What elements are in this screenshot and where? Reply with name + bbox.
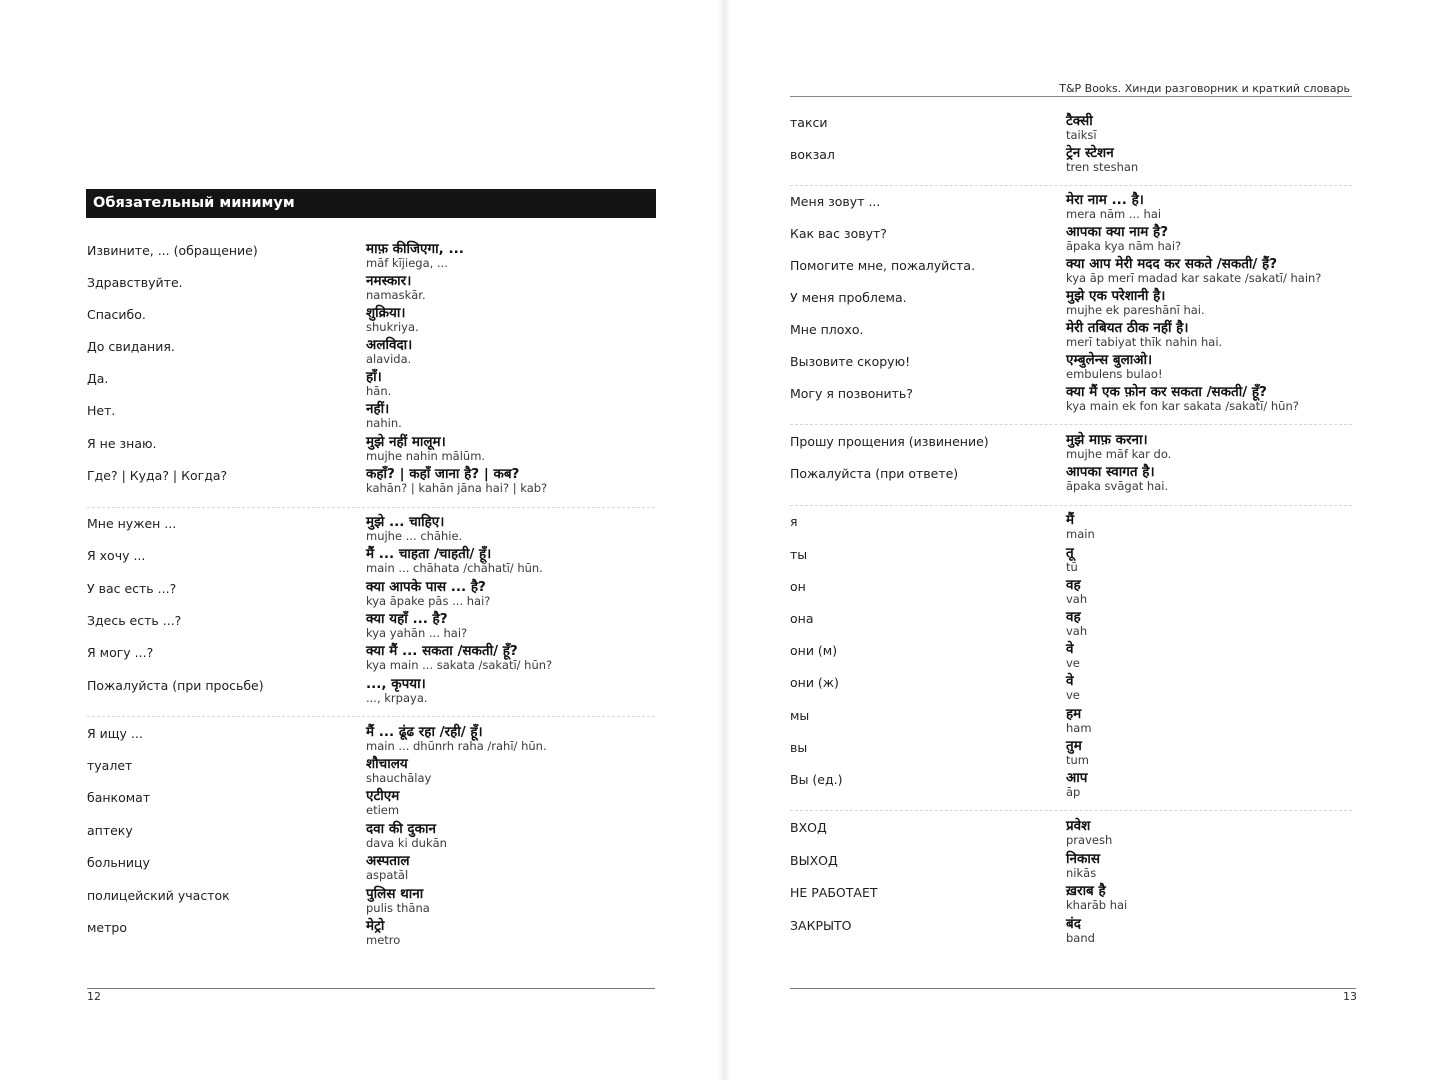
- transliteration: vah: [1066, 624, 1088, 638]
- hindi-phrase: मेरी तबियत ठीक नहीं है।: [1066, 320, 1189, 336]
- transliteration: nikās: [1066, 866, 1097, 880]
- transliteration: namaskār.: [366, 288, 426, 302]
- russian-phrase: У меня проблема.: [790, 290, 907, 305]
- russian-phrase: туалет: [87, 758, 133, 773]
- hindi-phrase: नमस्कार।: [366, 273, 412, 289]
- hindi-phrase: पुलिस थाना: [366, 886, 424, 902]
- phrase-entry: [87, 678, 647, 710]
- transliteration: ve: [1066, 656, 1080, 670]
- russian-phrase: Вызовите скорую!: [790, 354, 911, 369]
- phrase-entry: [790, 772, 1350, 804]
- russian-phrase: метро: [87, 920, 127, 935]
- transliteration: ..., krpaya.: [366, 691, 428, 705]
- phrase-entry: [87, 790, 647, 822]
- transliteration: alavida.: [366, 352, 412, 366]
- transliteration: metro: [366, 933, 401, 947]
- transliteration: mujhe māf kar do.: [1066, 447, 1172, 461]
- hindi-phrase: बंद: [1066, 916, 1081, 932]
- transliteration: kahān? | kahān jāna hai? | kab?: [366, 481, 548, 495]
- phrase-entry: [790, 675, 1350, 707]
- hindi-phrase: वह: [1066, 577, 1081, 593]
- transliteration: band: [1066, 931, 1095, 945]
- transliteration: mujhe ... chāhie.: [366, 529, 463, 543]
- russian-phrase: Мне нужен ...: [87, 516, 177, 531]
- russian-phrase: аптеку: [87, 823, 133, 838]
- group-separator: [790, 424, 1352, 425]
- russian-phrase: Я ищу ...: [87, 726, 143, 741]
- russian-phrase: ты: [790, 547, 808, 562]
- hindi-phrase: मैं: [1066, 512, 1075, 528]
- hindi-phrase: नहीं।: [366, 401, 390, 417]
- phrase-entry: [87, 468, 647, 500]
- transliteration: nahin.: [366, 416, 402, 430]
- transliteration: mujhe ek pareshānī hai.: [1066, 303, 1205, 317]
- russian-phrase: банкомат: [87, 790, 151, 805]
- transliteration: kya main ... sakata /sakatī/ hūn?: [366, 658, 553, 672]
- transliteration: shauchālay: [366, 771, 432, 785]
- hindi-phrase: हम: [1066, 706, 1082, 722]
- hindi-phrase: शौचालय: [366, 756, 408, 772]
- hindi-phrase: तुम: [1066, 738, 1082, 754]
- transliteration: tren steshan: [1066, 160, 1139, 174]
- group-separator: [87, 507, 655, 508]
- footer-rule: [790, 988, 1356, 989]
- phrase-entry: [790, 885, 1350, 917]
- russian-phrase: Помогите мне, пожалуйста.: [790, 258, 976, 273]
- transliteration: mujhe nahin mālūm.: [366, 449, 486, 463]
- transliteration: mera nām ... hai: [1066, 207, 1162, 221]
- transliteration: tū: [1066, 560, 1078, 574]
- russian-phrase: она: [790, 611, 814, 626]
- russian-phrase: он: [790, 579, 806, 594]
- header-rule: [790, 96, 1352, 97]
- footer-rule: [87, 988, 655, 989]
- hindi-phrase: मुझे एक परेशानी है।: [1066, 288, 1166, 304]
- transliteration: tum: [1066, 753, 1089, 767]
- russian-phrase: Вы (ед.): [790, 772, 843, 787]
- phrase-entry: [790, 386, 1350, 418]
- transliteration: merī tabiyat thīk nahin hai.: [1066, 335, 1223, 349]
- hindi-phrase: अलविदा।: [366, 337, 413, 353]
- group-separator: [790, 185, 1352, 186]
- hindi-phrase: वह: [1066, 609, 1081, 625]
- phrase-entry: [87, 920, 647, 952]
- hindi-phrase: आप: [1066, 770, 1088, 786]
- transliteration: aspatāl: [366, 868, 409, 882]
- russian-phrase: Мне плохо.: [790, 322, 864, 337]
- transliteration: māf kījiega, ...: [366, 256, 448, 270]
- russian-phrase: Могу я позвонить?: [790, 386, 913, 401]
- russian-phrase: Где? | Куда? | Когда?: [87, 468, 228, 483]
- hindi-phrase: टैक्सी: [1066, 113, 1093, 129]
- transliteration: kya āpake pās ... hai?: [366, 594, 491, 608]
- russian-phrase: Как вас зовут?: [790, 226, 887, 241]
- phrase-entry: [790, 514, 1350, 546]
- transliteration: āpaka kya nām hai?: [1066, 239, 1182, 253]
- hindi-phrase: वे: [1066, 673, 1074, 689]
- running-header: T&P Books. Хинди разговорник и краткий словарь: [1059, 82, 1350, 95]
- transliteration: taiksī: [1066, 128, 1097, 142]
- group-separator: [790, 810, 1352, 811]
- transliteration: kya yahān ... hai?: [366, 626, 468, 640]
- hindi-phrase: तू: [1066, 545, 1074, 561]
- hindi-phrase: मैं ... ढूंढ रहा /रही/ हूँ।: [366, 724, 483, 740]
- transliteration: main ... dhūnrh raha /rahī/ hūn.: [366, 739, 547, 753]
- hindi-phrase: एटीएम: [366, 788, 400, 804]
- hindi-phrase: क्या आप मेरी मदद कर सकते /सकती/ हैं?: [1066, 256, 1278, 272]
- russian-phrase: Я могу ...?: [87, 645, 154, 660]
- phrase-entry: [87, 403, 647, 435]
- russian-phrase: Я хочу ...: [87, 548, 146, 563]
- russian-phrase: Пожалуйста (при просьбе): [87, 678, 264, 693]
- phrase-entry: [790, 820, 1350, 852]
- transliteration: pravesh: [1066, 833, 1113, 847]
- transliteration: shukriya.: [366, 320, 419, 334]
- russian-phrase: У вас есть ...?: [87, 581, 177, 596]
- phrase-entry: [87, 645, 647, 677]
- hindi-phrase: मेरा नाम ... है।: [1066, 192, 1144, 208]
- russian-phrase: Спасибо.: [87, 307, 146, 322]
- left-page: [0, 0, 723, 1080]
- transliteration: pulis thāna: [366, 901, 430, 915]
- russian-phrase: ВХОД: [790, 820, 827, 835]
- hindi-phrase: आपका स्वागत है।: [1066, 464, 1155, 480]
- hindi-phrase: क्या मैं ... सकता /सकती/ हूँ?: [366, 643, 518, 659]
- group-separator: [790, 505, 1352, 506]
- russian-phrase: вокзал: [790, 147, 835, 162]
- russian-phrase: Я не знаю.: [87, 436, 157, 451]
- transliteration: āp: [1066, 785, 1081, 799]
- hindi-phrase: ट्रेन स्टेशन: [1066, 145, 1114, 161]
- transliteration: etiem: [366, 803, 400, 817]
- hindi-phrase: ..., कृपया।: [366, 676, 426, 692]
- hindi-phrase: माफ़ कीजिएगा, ...: [366, 241, 464, 257]
- transliteration: āpaka svāgat hai.: [1066, 479, 1169, 493]
- phrase-entry: [87, 548, 647, 580]
- hindi-phrase: शुक्रिया।: [366, 305, 406, 321]
- russian-phrase: вы: [790, 740, 808, 755]
- transliteration: ham: [1066, 721, 1092, 735]
- transliteration: main ... chāhata /chāhatī/ hūn.: [366, 561, 543, 575]
- russian-phrase: я: [790, 514, 798, 529]
- phrase-entry: [790, 918, 1350, 950]
- russian-phrase: ВЫХОД: [790, 853, 838, 868]
- russian-phrase: Да.: [87, 371, 109, 386]
- russian-phrase: Пожалуйста (при ответе): [790, 466, 959, 481]
- russian-phrase: Меня зовут ...: [790, 194, 881, 209]
- russian-phrase: они (м): [790, 643, 838, 658]
- transliteration: kharāb hai: [1066, 898, 1128, 912]
- russian-phrase: полицейский участок: [87, 888, 230, 903]
- hindi-phrase: क्या मैं एक फ़ोन कर सकता /सकती/ हूँ?: [1066, 384, 1267, 400]
- transliteration: kya āp merī madad kar sakate /sakatī/ hain?: [1066, 271, 1322, 285]
- hindi-phrase: मेट्रो: [366, 918, 385, 934]
- hindi-phrase: हाँ।: [366, 369, 382, 385]
- hindi-phrase: अस्पताल: [366, 853, 410, 869]
- phrase-entry: [87, 855, 647, 887]
- group-separator: [87, 716, 655, 717]
- hindi-phrase: वे: [1066, 641, 1074, 657]
- transliteration: vah: [1066, 592, 1088, 606]
- section-title: Обязательный минимум: [86, 189, 656, 218]
- transliteration: hān.: [366, 384, 392, 398]
- russian-phrase: Нет.: [87, 403, 116, 418]
- transliteration: dava ki dukān: [366, 836, 447, 850]
- transliteration: kya main ek fon kar sakata /sakatī/ hūn?: [1066, 399, 1299, 413]
- transliteration: ve: [1066, 688, 1080, 702]
- page-number: 12: [87, 990, 101, 1003]
- hindi-phrase: आपका क्या नाम है?: [1066, 224, 1169, 240]
- russian-phrase: Прошу прощения (извинение): [790, 434, 989, 449]
- hindi-phrase: क्या आपके पास ... है?: [366, 579, 486, 595]
- hindi-phrase: कहाँ? | कहाँ जाना है? | कब?: [366, 466, 520, 482]
- phrase-entry: [790, 147, 1350, 179]
- russian-phrase: НЕ РАБОТАЕТ: [790, 885, 878, 900]
- right-page: [723, 0, 1447, 1080]
- transliteration: main: [1066, 527, 1095, 541]
- hindi-phrase: मुझे नहीं मालूम।: [366, 434, 446, 450]
- russian-phrase: Здравствуйте.: [87, 275, 183, 290]
- russian-phrase: Здесь есть ...?: [87, 613, 182, 628]
- phrase-entry: [790, 466, 1350, 498]
- russian-phrase: такси: [790, 115, 828, 130]
- hindi-phrase: प्रवेश: [1066, 818, 1091, 834]
- russian-phrase: мы: [790, 708, 810, 723]
- hindi-phrase: मुझे ... चाहिए।: [366, 514, 445, 530]
- hindi-phrase: क्या यहाँ ... है?: [366, 611, 448, 627]
- page-number: 13: [1343, 990, 1357, 1003]
- russian-phrase: больницу: [87, 855, 150, 870]
- russian-phrase: До свидания.: [87, 339, 175, 354]
- hindi-phrase: दवा की दुकान: [366, 821, 436, 837]
- hindi-phrase: निकास: [1066, 851, 1100, 867]
- russian-phrase: ЗАКРЫТО: [790, 918, 852, 933]
- hindi-phrase: ख़राब है: [1066, 883, 1106, 899]
- hindi-phrase: एम्बुलेन्स बुलाओ।: [1066, 352, 1153, 368]
- hindi-phrase: मुझे माफ़ करना।: [1066, 432, 1148, 448]
- hindi-phrase: मैं ... चाहता /चाहती/ हूँ।: [366, 546, 492, 562]
- russian-phrase: они (ж): [790, 675, 839, 690]
- russian-phrase: Извините, ... (обращение): [87, 243, 258, 258]
- transliteration: embulens bulao!: [1066, 367, 1163, 381]
